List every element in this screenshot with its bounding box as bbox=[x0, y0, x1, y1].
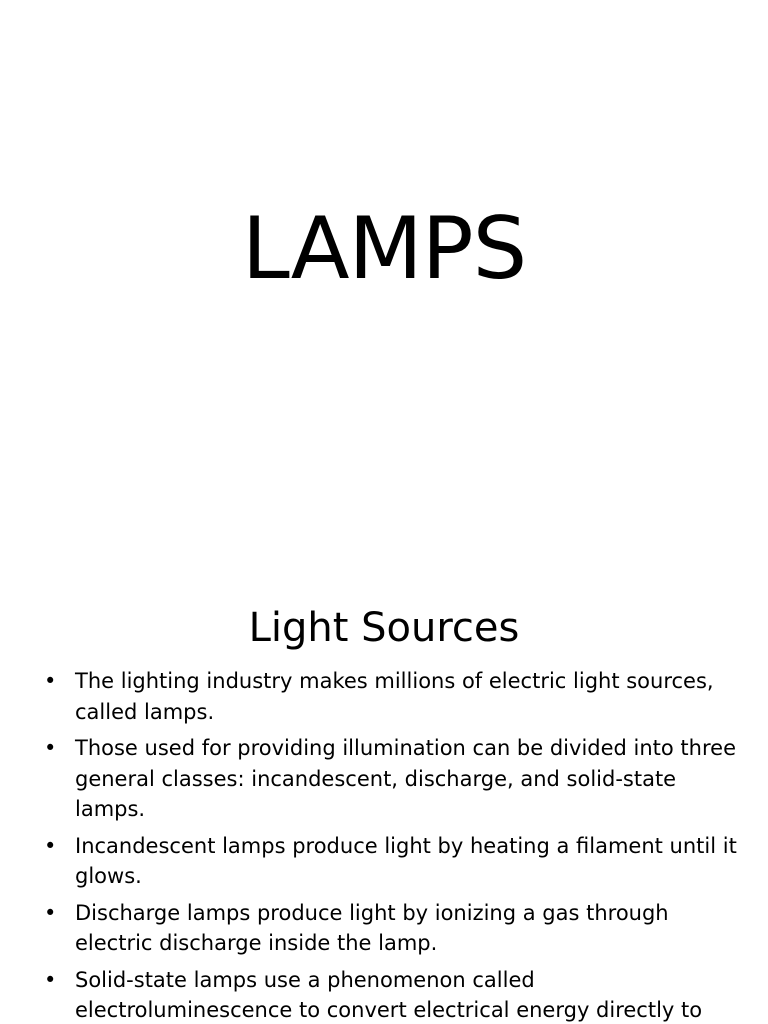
bullet-text: Solid-state lamps use a phenomenon called electroluminescence to convert electrical energy directly to bbox=[75, 967, 703, 1022]
bullet-text: Those used for providing illumination can be divided into three general classes: incandescent, discharge, and solid-state lamps. bbox=[75, 736, 736, 821]
slide-title-lamps: LAMPS bbox=[241, 199, 527, 299]
bullet-text: Incandescent lamps produce light by heating a filament until it glows. bbox=[75, 833, 737, 888]
slide-title-light-sources: Light Sources bbox=[248, 605, 520, 651]
bullet-icon: • bbox=[44, 900, 57, 925]
bullet-list bbox=[0, 666, 740, 1024]
bullet-item bbox=[0, 898, 740, 959]
bullet-item bbox=[0, 666, 740, 727]
bullet-text: Discharge lamps produce light by ionizing a gas through electric discharge inside the lamp. bbox=[75, 900, 669, 955]
bullet-icon: • bbox=[44, 833, 57, 858]
bullet-icon: • bbox=[44, 736, 57, 760]
bullet-text: The lighting industry makes millions of electric light sources, called lamps. bbox=[75, 669, 714, 724]
content-slide bbox=[0, 576, 768, 1024]
bullet-item bbox=[0, 965, 740, 1024]
bullet-icon: • bbox=[44, 967, 57, 992]
bullet-item bbox=[0, 831, 740, 892]
bullet-icon: • bbox=[44, 669, 57, 693]
bullet-item bbox=[0, 733, 740, 825]
